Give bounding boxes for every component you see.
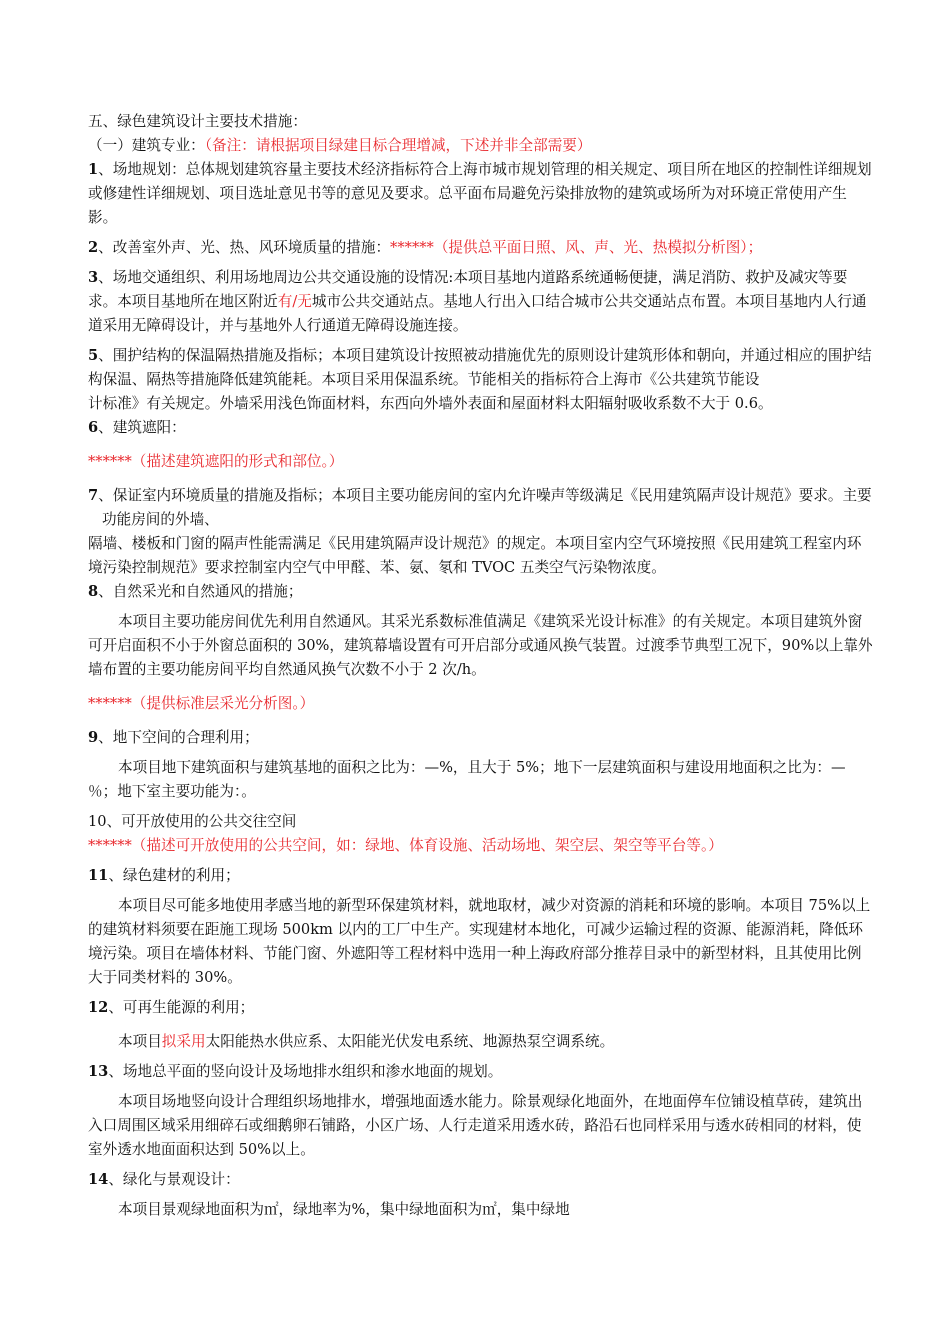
subsection-architecture — [88, 134, 874, 158]
item-12-option: 拟采用 — [161, 1033, 206, 1050]
subsection-label: （一）建筑专业： — [88, 137, 205, 154]
item-2-note: ******（提供总平面日照、风、声、光、热模拟分析图）； — [390, 239, 763, 256]
item-5-continued: 计标准》有关规定。外墙采用浅色饰面材料，东西向外墙外表面和屋面材料太阳辐射吸收系数不大于 0.6。 — [88, 395, 773, 412]
item-11-green-materials: 11、绿色建材的利用； — [88, 867, 240, 884]
item-7-indoor-quality: 7、保证室内环境质量的措施及指标；本项目主要功能房间的室内允许噪声等级满足《民用建筑隔声设计规范》要求。主要功能房间的外墙、 — [88, 487, 872, 528]
item-6-note: ******（描述建筑遮阳的形式和部位。） — [88, 453, 344, 470]
item-3-traffic: 3、场地交通组织、利用场地周边公共交通设施的设情况:本项目基地内道路系统通畅便捷，满足消防、救护及减灾等要求。本项目基地所在地区附近有/无城市公共交通站点。基地人行出入口结合城市公共交通站点布置。本项目基地内人行通道采用无障碍设计，并与基地外人行通道无障碍设施连接。 — [88, 269, 867, 334]
section-title: 五、绿色建筑设计主要技术措施： — [88, 113, 307, 130]
remark-note: （备注：请根据项目绿建目标合理增减，下述并非全部需要） — [204, 137, 592, 154]
item-8-body: 本项目主要功能房间优先利用自然通风。其采光系数标准值满足《建筑采光设计标准》的有关规定。本项目建筑外窗可开启面积不小于外窗总面积的 30%，建筑幕墙设置有可开启部分或通风换气装置。过渡季节典型工况下，90%以上靠外墙布置的主要功能房间平均自然通风换气次数不小于 2 次/h。 — [88, 613, 873, 678]
item-11-body: 本项目尽可能多地使用孝感当地的新型环保建筑材料，就地取材，减少对资源的消耗和环境的影响。本项目 75%以上的建筑材料须要在距施工现场 500km 以内的工厂中生产。实现建材本地化，可减少运输过程的资源、能源消耗，降低环境污染。项目在墙体材料、节能门窗、外遮阳等工程材料中选用一种上海政府部分推荐目录中的新型材料，且其使用比例大于同类材料的 30%。 — [88, 897, 871, 986]
item-7-continued: 隔墙、楼板和门窗的隔声性能需满足《民用建筑隔声设计规范》的规定。本项目室内空气环境按照《民用建筑工程室内环境污染控制规范》要求控制室内空气中甲醛、苯、氨、氡和 TVOC 五类空气污染物浓度。 — [88, 535, 862, 576]
item-14-body: 本项目景观绿地面积为㎡，绿地率为%，集中绿地面积为㎡，集中绿地 — [118, 1201, 570, 1218]
item-8-note: ******（提供标准层采光分析图。） — [88, 695, 315, 712]
item-2-outdoor-environment: 2、改善室外声、光、热、风环境质量的措施：******（提供总平面日照、风、声、光、热模拟分析图）； — [88, 239, 763, 256]
item-9-body: 本项目地下建筑面积与建筑基地的面积之比为：—%，且大于 5%；地下一层建筑面积与建设用地面积之比为：—％；地下室主要功能为：。 — [88, 759, 846, 800]
item-6-shading: 6、建筑遮阳： — [88, 419, 186, 436]
item-12-renewable-energy: 12、可再生能源的利用； — [88, 999, 255, 1016]
item-1-site-planning: 1、场地规划：总体规划建筑容量主要技术经济指标符合上海市城市规划管理的相关规定、项目所在地区的控制性详细规划或修建性详细规划、项目选址意见书等的意见及要求。总平面布局避免污染排放物的建筑或场所为对环境正常使用产生影。 — [88, 161, 872, 226]
item-8-daylight-ventilation: 8、自然采光和自然通风的措施； — [88, 583, 303, 600]
item-14-landscape: 14、绿化与景观设计： — [88, 1171, 240, 1188]
item-10-public-space: 10、可开放使用的公共交往空间 — [88, 813, 297, 830]
item-10-note: ******（描述可开放使用的公共空间，如：绿地、体育设施、活动场地、架空层、架空等平台等。） — [88, 837, 723, 854]
item-3-option: 有/无 — [277, 293, 312, 310]
item-13-body: 本项目场地竖向设计合理组织场地排水，增强地面透水能力。除景观绿化地面外，在地面停车位铺设植草砖，建筑出入口周围区域采用细碎石或细鹅卵石铺路，小区广场、人行走道采用透水砖，路沿石也同样采用与透水砖相同的材料，使室外透水地面面积达到 50%以上。 — [88, 1093, 863, 1158]
item-13-site-drainage: 13、场地总平面的竖向设计及场地排水组织和渗水地面的规划。 — [88, 1063, 503, 1080]
item-5-envelope: 5、围护结构的保温隔热措施及指标；本项目建筑设计按照被动措施优先的原则设计建筑形体和朝向，并通过相应的围护结构保温、隔热等措施降低建筑能耗。本项目采用保温系统。节能相关的指标符合上海市《公共建筑节能设 — [88, 347, 872, 388]
item-12-body: 本项目拟采用太阳能热水供应系、太阳能光伏发电系统、地源热泵空调系统。 — [118, 1033, 615, 1050]
document-page — [88, 110, 874, 1222]
item-9-underground: 9、地下空间的合理利用； — [88, 729, 259, 746]
